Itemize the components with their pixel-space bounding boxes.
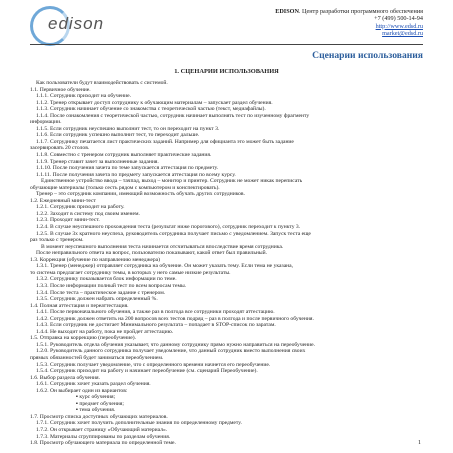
body-line: 1.7.3. Материалы сгруппированы по разделам обучения.	[36, 433, 171, 440]
phone: +7 (499) 500-14-94	[374, 15, 423, 23]
logo-text: edison	[48, 14, 105, 33]
body-line: В момент неуспешного выполнения теста начинается отсчитываться впоследствие время сотрудника.	[41, 243, 284, 250]
body-line: 1.2.2. Заходит в систему под своим именем.	[36, 210, 140, 217]
body-line: 1.4.1. После первоначального обучения, а также раз в полгода все сотрудники проходят аттестацию.	[36, 309, 275, 316]
body-line: 1.3.5. Сотрудник должен набрать определенный %.	[36, 296, 158, 303]
body-line: 1.1.10. После получения зачета по теме запускается аттестация по предмету.	[36, 165, 219, 172]
body-line: 1.1.7. Сотруднику печатается лист практических заданий. Например для официанта это может быть задание	[36, 138, 294, 145]
body-line: 1.3.2. Сотруднику показывается блок информации по теме.	[36, 276, 177, 283]
body-line: обучающие материалы (только сесть рядом с компьютером и конспектировать).	[30, 184, 220, 191]
body-line: 1.8. Просмотр обучающего материала по определенной теме.	[30, 440, 176, 447]
body-line: 1.1.4. После ознакомления с теоретической частью, сотрудник начинает выполнять тест по изученному фрагменту	[36, 112, 310, 119]
body-line: После неправильного ответа на вопрос, пользователю показывают, какой ответ был правильный.	[36, 250, 268, 257]
body-line: 1.3.4. После теста – практическое задание с тренером.	[36, 289, 166, 296]
body-line: 1.6. Выбор раздела обучения.	[30, 374, 100, 381]
body-line: 1.2.0. Руководитель данного сотрудника получает уведомление, что данный сотрудник вместо выполнения своих	[36, 348, 306, 355]
body-line: 1.2. Ежедневный мини-тест	[30, 197, 96, 204]
body-line: 1.5.1. Руководитель отдела обучения указывает, что данному сотруднику прямо нужно направиться на переобучение.	[36, 341, 316, 348]
body-line: 1.1.1. Сотрудник приходит на обучение.	[36, 93, 132, 100]
body-line: 1.4.3. Если сотрудник не достигает Минимального результата – попадает в STOP-список по заратам.	[36, 322, 276, 329]
body-line: 1.6.1. Сотрудник хочет указать раздел обучения.	[36, 381, 151, 388]
body-line: Тренер – это сотрудник компании, имеющий возможность обучать других сотрудников.	[36, 191, 245, 198]
section-title: 1. СЦЕНАРИИ ИСПОЛЬЗОВАНИЯ	[174, 68, 279, 75]
body-line: 1.2.5. В случае 3х кратного неуспеха, руководитель сотрудника получает письмо с уведомлением. Запуск теста еще	[36, 230, 311, 237]
body-line: 1.7.1. Сотрудник хочет получить дополнительные знания по определенному предмету.	[36, 420, 242, 427]
body-line: 1.2.1. Сотрудник приходит на работу.	[36, 204, 125, 211]
page-number: 1	[418, 440, 421, 446]
body-line: 1.7.2. Он открывает страницу «Обучающий материал».	[36, 426, 168, 433]
bullet-item: ▪ предмет обучения;	[76, 400, 124, 407]
body-line: 1.1.2. Тренер открывает доступ сотруднику к обучающим материалам – запускает раздел обучения.	[36, 99, 273, 106]
body-line: 1.1.6. Если сотрудник успешно выполнит тест, то переходит дальше.	[36, 132, 200, 139]
body-line: 1.1.8. Совместно с тренером сотрудник выполняет практические задания.	[36, 152, 212, 159]
org-name	[275, 8, 423, 15]
body-line: 1.1.5. Если сотрудник неуспешно выполнит тест, то он переходит на пункт 3.	[36, 125, 220, 132]
body-line: раз только с тренером.	[30, 237, 84, 244]
body-line: 1.4.4. Не выходит на работу, пока не пройдет аттестацию.	[36, 328, 174, 335]
body-line: 1.2.3. Проходит мини-тест.	[36, 217, 100, 224]
org-bold: EDISON	[275, 8, 299, 15]
edison-logo	[30, 4, 120, 48]
org-rest: . Центр разработки программного обеспечения	[298, 8, 423, 15]
body-line: Как пользователи будут взаимодействовать с системой.	[36, 80, 168, 86]
body-line: 1.6.2. Он выбирает один из вариантов:	[36, 387, 128, 394]
body-line: 1.4.2. Сотрудник должен ответить на 200 вопросов всех тестов подряд – раз в полгода и после первичного обучения.	[36, 315, 314, 322]
bullet-item: ▪ курс обучения;	[76, 394, 116, 401]
header-contacts	[275, 8, 423, 38]
body-line: Единственное устройство ввода – тачпад, выход – монитор и принтер. Сотрудник не может никак переписать	[41, 178, 303, 185]
body-line: 1.5. Отправка на коррекцию (переобучение).	[30, 335, 137, 342]
body-line: 1.5.4. Сотрудник приходит на работу и начинает переобучение (см. сценарий Переобучение).	[36, 368, 258, 375]
body-line: 1.3.3. После информации полный тест по всем вопросам темы.	[36, 282, 187, 289]
body-line: 1.1. Первичное обучение.	[30, 86, 91, 93]
body-line: прямых обязанностей будет заниматься переобучением.	[30, 354, 164, 361]
header-divider	[30, 44, 423, 45]
body-line: информации.	[30, 119, 62, 126]
body-line: засервировать 20 столов.	[30, 145, 90, 152]
bullet-item: ▪ тема обучения.	[76, 407, 116, 414]
document-body	[30, 80, 423, 447]
email-link[interactable]: market@edsd.ru	[382, 30, 423, 38]
body-line: 1.1.3. Сотрудник начинает обучение со знакомства с теоретической частью (текст, медиафайлы).	[36, 106, 266, 113]
site-link[interactable]: http://www.edsd.ru	[375, 22, 423, 30]
body-line: 1.3. Коррекция (обучение по направлению менеджера)	[30, 256, 161, 263]
body-line: 1.7. Просмотр списка доступных обучающих материалов.	[30, 413, 168, 420]
body-line: 1.5.3. Сотрудник получает уведомление, что с определенного времени начнется его переобучение.	[36, 361, 271, 368]
body-line: то система предлагает сотруднику темы, в которых у него самые низкие результаты.	[30, 269, 231, 276]
body-line: 1.2.4. В случае неуспешного прохождения теста (результат ниже порогового), сотрудник переходит к пункту 3.	[36, 224, 301, 231]
body-line: 1.1.9. Тренер ставит зачет за выполненные задания.	[36, 158, 159, 165]
document-title: Сценарии использования	[312, 50, 423, 61]
body-line: 1.1.11. После получения зачета по предмету запускается аттестация по всему курсу.	[36, 171, 236, 178]
body-line: 1.4. Полная аттестация и переаттестация.	[30, 302, 129, 309]
body-line: 1.3.1. Тренер (менеджер) отправляет сотрудника на обучение. Он может указать тему. Если тема не указана,	[36, 263, 294, 270]
